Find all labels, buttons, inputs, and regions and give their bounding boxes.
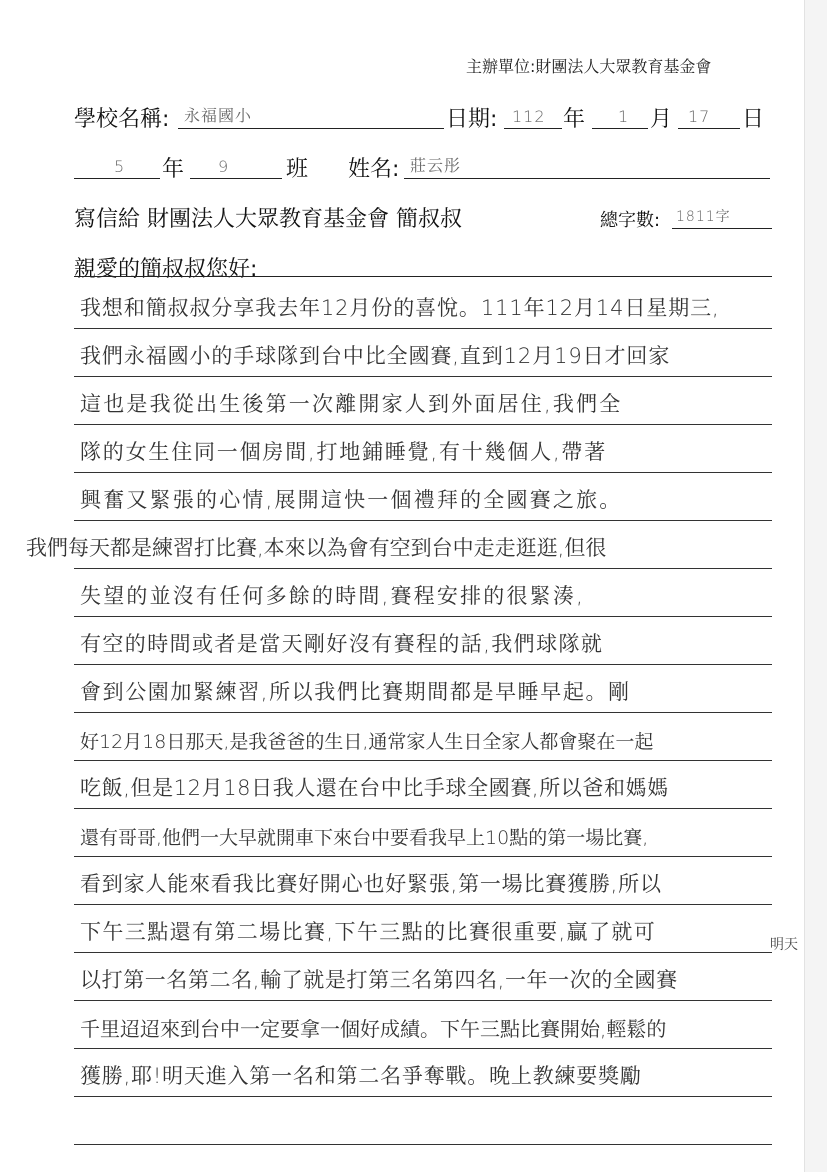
line-text: 有空的時間或者是當天剛好沒有賽程的話,我們球隊就 xyxy=(80,632,604,656)
letter-line xyxy=(74,904,772,953)
letter-line xyxy=(26,520,772,569)
margin-note: 明天 xyxy=(770,937,798,953)
letter-line xyxy=(74,808,772,857)
school-label: 學校名稱: xyxy=(74,107,170,132)
greeting: 親愛的簡叔叔您好: xyxy=(74,257,258,282)
line-text: 獲勝,耶!明天進入第一名和第二名爭奪戰。晚上教練要獎勵 xyxy=(80,1064,642,1088)
letter-line xyxy=(74,856,772,905)
line-text: 我們每天都是練習打比賽,本來以為會有空到台中走走逛逛,但很 xyxy=(26,536,607,560)
day-value: 17 xyxy=(688,107,711,126)
month-value: 1 xyxy=(618,107,630,126)
letter-line xyxy=(74,280,772,329)
name-field xyxy=(404,152,770,179)
month-field xyxy=(592,102,648,129)
letter-line xyxy=(74,568,772,617)
line-text: 還有哥哥,他們一大早就開車下來台中要看我早上10點的第一場比賽, xyxy=(80,827,649,849)
line-text: 吃飯,但是12月18日我人還在台中比手球全國賽,所以爸和媽媽 xyxy=(80,776,669,800)
wordcount-label: 總字數: xyxy=(600,210,661,231)
line-text: 會到公園加緊練習,所以我們比賽期間都是早睡早起。剛 xyxy=(80,680,631,704)
class-field xyxy=(190,152,282,179)
date-label: 日期: xyxy=(446,107,498,132)
school-date-row xyxy=(0,96,827,136)
grade-class-name-row xyxy=(0,146,827,186)
letter-line xyxy=(74,1096,772,1145)
letter-line xyxy=(74,1000,772,1049)
line-text: 這也是我從出生後第一次離開家人到外面居住,我們全 xyxy=(80,392,623,416)
letter-recipient: 寫信給 財團法人大眾教育基金會 簡叔叔 xyxy=(74,207,462,232)
letter-line xyxy=(74,616,772,665)
letter-line xyxy=(74,376,772,425)
day-label: 日 xyxy=(742,107,765,132)
line-text: 我們永福國小的手球隊到台中比全國賽,直到12月19日才回家 xyxy=(80,344,671,368)
line-text: 好12月18日那天,是我爸爸的生日,通常家人生日全家人都會聚在一起 xyxy=(80,731,654,753)
recipient-row xyxy=(0,196,827,236)
class-value: 9 xyxy=(218,157,230,176)
school-value: 永福國小 xyxy=(184,106,253,125)
line-text: 隊的女生住同一個房間,打地鋪睡覺,有十幾個人,帶著 xyxy=(80,440,608,464)
year-field xyxy=(504,102,562,129)
class-label: 班 xyxy=(286,157,309,182)
wordcount-value: 1811字 xyxy=(676,209,731,225)
day-field xyxy=(678,102,740,129)
wordcount-field xyxy=(672,202,772,229)
name-value: 莊云彤 xyxy=(410,156,462,175)
month-label: 月 xyxy=(650,107,673,132)
line-text: 千里迢迢來到台中一定要拿一個好成績。下午三點比賽開始,輕鬆的 xyxy=(80,1017,667,1041)
letter-line xyxy=(74,328,772,377)
letter-line xyxy=(74,424,772,473)
line-text: 看到家人能來看我比賽好開心也好緊張,第一場比賽獲勝,所以 xyxy=(80,872,662,896)
letter-line xyxy=(74,664,772,713)
school-field xyxy=(178,102,444,129)
line-text: 興奮又緊張的心情,展開這快一個禮拜的全國賽之旅。 xyxy=(80,488,623,512)
year-value: 112 xyxy=(512,107,546,126)
grade-field xyxy=(74,152,160,179)
line-text: 以打第一名第二名,輸了就是打第三名第四名,一年一次的全國賽 xyxy=(80,968,678,992)
line-text: 下午三點還有第二場比賽,下午三點的比賽很重要,贏了就可 xyxy=(80,920,657,944)
letter-line xyxy=(74,760,772,809)
year-label: 年 xyxy=(563,107,586,132)
organizer-label: 主辦單位:財團法人大眾教育基金會 xyxy=(466,57,712,76)
line-text: 失望的並沒有任何多餘的時間,賽程安排的很緊湊, xyxy=(80,584,585,608)
grade-value: 5 xyxy=(114,157,126,176)
greeting-underline xyxy=(74,276,772,277)
letter-line xyxy=(74,712,772,761)
line-text: 我想和簡叔叔分享我去年12月份的喜悅。111年12月14日星期三, xyxy=(80,296,720,320)
letter-line xyxy=(74,472,772,521)
grade-label: 年 xyxy=(162,157,185,182)
letter-line xyxy=(74,952,772,1001)
letter-line xyxy=(74,1048,772,1097)
name-label: 姓名: xyxy=(348,157,400,182)
